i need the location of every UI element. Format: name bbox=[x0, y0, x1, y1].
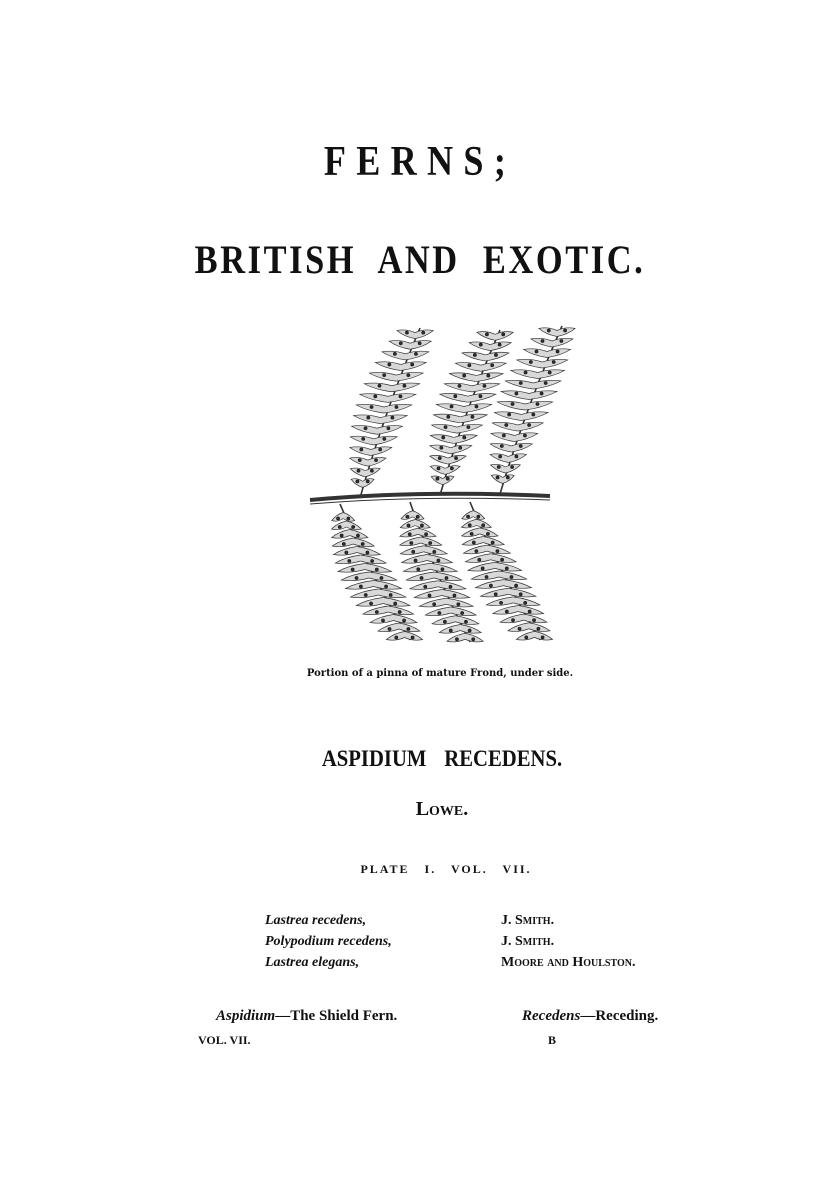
figure-caption: Portion of a pinna of mature Frond, under side. bbox=[306, 668, 574, 679]
page-title: FERNS; bbox=[323, 139, 517, 185]
species-name: ASPIDIUM RECEDENS. bbox=[321, 746, 563, 771]
species-author: Lowe. bbox=[415, 798, 469, 820]
synonym-author: J. Smith. bbox=[501, 913, 555, 928]
species-meaning: —Receding. bbox=[580, 1008, 659, 1024]
fern-pinna-illustration-icon bbox=[300, 318, 580, 648]
synonym-name: Lastrea elegans, bbox=[265, 955, 360, 970]
synonym-author: Moore and Houlston. bbox=[501, 955, 636, 970]
synonym-name: Lastrea recedens, bbox=[265, 913, 367, 928]
genus-etymology bbox=[216, 1008, 397, 1025]
signature-mark: B bbox=[548, 1033, 557, 1047]
volume-footer: VOL. VII. bbox=[198, 1033, 251, 1047]
genus-term: Aspidium bbox=[216, 1008, 276, 1024]
synonym-name: Polypodium recedens, bbox=[265, 934, 392, 949]
species-term: Recedens bbox=[522, 1008, 581, 1024]
genus-meaning: —The Shield Fern. bbox=[275, 1008, 398, 1024]
species-etymology bbox=[522, 1008, 658, 1025]
synonym-author: J. Smith. bbox=[501, 934, 555, 949]
plate-volume-line: PLATE I. VOL. VII. bbox=[360, 862, 532, 876]
page-subtitle: BRITISH AND EXOTIC. bbox=[194, 237, 646, 282]
